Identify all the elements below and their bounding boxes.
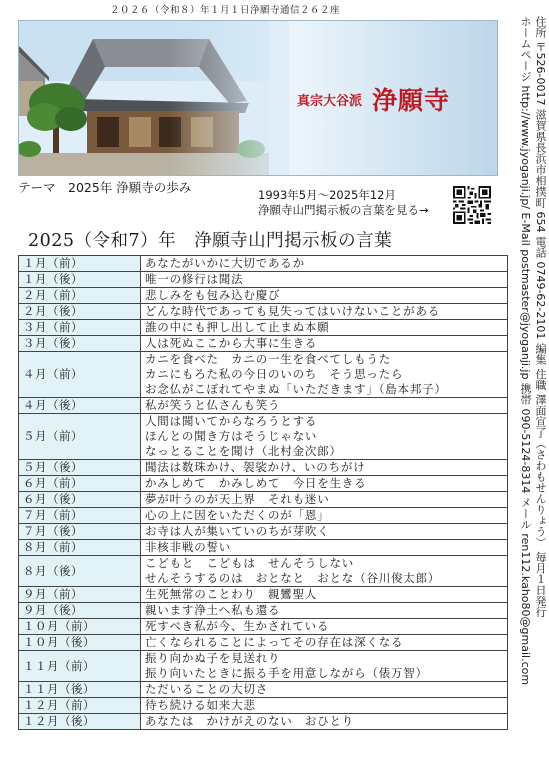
issue-frequency-text: 毎月１日発行 <box>534 551 547 618</box>
table-row <box>19 398 508 414</box>
theme-line: テーマ 2025年 浄願寺の歩み <box>18 180 192 195</box>
message-line: あなたは かけがえのない おひとり <box>145 714 355 728</box>
message-line: せんそうするのは おとなと おとな（谷川俊太郎） <box>145 571 441 585</box>
message-cell <box>141 635 508 651</box>
message-cell <box>141 398 508 414</box>
message-line: 人は死ぬここから大事に生きる <box>145 336 318 350</box>
month-cell: ９月（前） <box>19 587 141 603</box>
message-line: 私が笑うと仏さんも笑う <box>145 398 281 412</box>
phone-text: 電話 0749-62-2101 <box>534 235 547 340</box>
message-cell <box>141 651 508 682</box>
month-cell: ６月（前） <box>19 476 141 492</box>
table-row <box>19 603 508 619</box>
message-line: カニにもろた私の今日のいのち そう思ったら <box>145 367 404 381</box>
message-cell <box>141 524 508 540</box>
month-cell: ７月（前） <box>19 508 141 524</box>
message-cell <box>141 556 508 587</box>
table-row <box>19 460 508 476</box>
sect-name: 真宗大谷派 <box>297 93 363 109</box>
message-line: 誰の中にも押し出して止まぬ本願 <box>145 320 330 334</box>
month-cell: ４月（後） <box>19 398 141 414</box>
message-line: 聞法は数珠かけ、袈裟かけ、いのちがけ <box>145 460 366 474</box>
mail-link[interactable]: メール ren112.kaho80@gmail.com <box>519 496 532 686</box>
table-row <box>19 352 508 398</box>
message-cell <box>141 304 508 320</box>
table-row <box>19 288 508 304</box>
message-cell <box>141 587 508 603</box>
month-cell: ８月（前） <box>19 540 141 556</box>
message-line: 待ち続ける如来大悲 <box>145 698 256 712</box>
month-cell: ２月（後） <box>19 304 141 320</box>
sidebar-column-2 <box>518 16 533 774</box>
month-cell: １月（前） <box>19 256 141 272</box>
month-cell: ６月（後） <box>19 492 141 508</box>
table-row <box>19 619 508 635</box>
message-cell <box>141 714 508 730</box>
table-row <box>19 256 508 272</box>
message-cell <box>141 603 508 619</box>
table-row <box>19 508 508 524</box>
message-line: お念仏がこぼれてやまぬ「いただきます」（島本邦子） <box>145 382 447 396</box>
message-board-table <box>18 255 508 730</box>
message-line: 親います浄土へ私も還る <box>145 603 281 617</box>
month-cell: １０月（前） <box>19 619 141 635</box>
message-cell <box>141 320 508 336</box>
header-banner <box>18 20 498 176</box>
month-cell: １１月（後） <box>19 682 141 698</box>
qr-code-icon[interactable] <box>453 186 491 224</box>
message-line: 非核非戦の誓い <box>145 540 232 554</box>
message-line: カニを食べた カニの一生を食べてしもうた <box>145 352 391 366</box>
message-cell <box>141 460 508 476</box>
main-title: 2025（令和7）年 浄願寺山門掲示板の言葉 <box>28 231 393 251</box>
message-line: 振り向かぬ子を見送れり <box>145 651 281 665</box>
homepage-link[interactable]: ホームページ http://www.jyoganji.jp/ <box>519 16 532 210</box>
message-cell <box>141 288 508 304</box>
temple-name: 浄願寺 <box>372 86 451 115</box>
message-line: あなたがいかに大切であるか <box>145 256 305 270</box>
message-line: 死すべき私が今、生かされている <box>145 619 330 633</box>
table-row <box>19 556 508 587</box>
month-cell: ２月（前） <box>19 288 141 304</box>
archive-period: 1993年5月～2025年12月 <box>258 188 396 202</box>
message-cell <box>141 508 508 524</box>
message-cell <box>141 256 508 272</box>
month-cell: ５月（後） <box>19 460 141 476</box>
message-line: 夢が叶うのが天上界 それも迷い <box>145 492 330 506</box>
month-cell: １月（後） <box>19 272 141 288</box>
message-line: 唯一の修行は聞法 <box>145 272 244 286</box>
table-row <box>19 336 508 352</box>
month-cell: ７月（後） <box>19 524 141 540</box>
table-row <box>19 540 508 556</box>
month-cell: １２月（後） <box>19 714 141 730</box>
message-line: ただいることの大切さ <box>145 682 268 696</box>
month-cell: １０月（後） <box>19 635 141 651</box>
header-fade <box>169 21 289 175</box>
month-cell: １２月（前） <box>19 698 141 714</box>
mobile-text: 携帯 090-5124-8314 <box>519 382 532 494</box>
table-row <box>19 476 508 492</box>
month-cell: １１月（前） <box>19 651 141 682</box>
message-line: どんな時代であっても見失ってはいけないことがある <box>145 304 441 318</box>
table-row <box>19 272 508 288</box>
table-row <box>19 320 508 336</box>
archive-range <box>258 188 429 218</box>
message-cell <box>141 619 508 635</box>
message-line: 悲しみをも包み込む慶び <box>145 288 281 302</box>
table-row <box>19 587 508 603</box>
message-cell <box>141 272 508 288</box>
message-line: なっとることを聞け（北村金次郎） <box>145 444 342 458</box>
table-row <box>19 492 508 508</box>
table-row <box>19 524 508 540</box>
month-cell: ３月（前） <box>19 320 141 336</box>
message-cell <box>141 492 508 508</box>
message-line: 心の上に因をいただくのが「恩」 <box>145 508 330 522</box>
table-row <box>19 714 508 730</box>
message-cell <box>141 698 508 714</box>
message-line: 生死無常のことわり 親鸞聖人 <box>145 587 318 601</box>
address-text: 住所 〒526-0017 滋賀県長浜市相撲町 654 <box>534 16 547 233</box>
message-cell <box>141 682 508 698</box>
message-cell <box>141 476 508 492</box>
message-cell <box>141 414 508 460</box>
message-line: 人間は聞いてからなろうとする <box>145 414 318 428</box>
message-line: 振り向いたときに振る手を用意しながら（俵万智） <box>145 666 428 680</box>
message-line: こどもと こどもは せんそうしない <box>145 556 355 570</box>
temple-logo <box>297 79 493 119</box>
message-cell <box>141 540 508 556</box>
archive-caption[interactable]: 浄願寺山門掲示板の言葉を見る→ <box>258 203 429 217</box>
newsletter-issue-line: ２０２６（令和８）年１月１日浄願寺通信２６２座 <box>110 5 341 16</box>
table-row <box>19 414 508 460</box>
editor-text: 編集 住職 澤面宣了（さわもせんりょう） <box>534 342 547 548</box>
table-row <box>19 651 508 682</box>
message-cell <box>141 352 508 398</box>
table-row <box>19 635 508 651</box>
message-line: かみしめて かみしめて 今日を生きる <box>145 476 367 490</box>
month-cell: ４月（前） <box>19 352 141 398</box>
message-cell <box>141 336 508 352</box>
email-link[interactable]: E-Mail postmaster@jyoganji.jp <box>519 212 532 380</box>
message-line: お寺は人が集いていのちが芽吹く <box>145 524 330 538</box>
contact-sidebar <box>516 16 548 774</box>
table-row <box>19 698 508 714</box>
month-cell: ５月（前） <box>19 414 141 460</box>
message-line: ほんとの聞き方はそうじゃない <box>145 429 318 443</box>
month-cell: ９月（後） <box>19 603 141 619</box>
message-line: 亡くなられることによってその存在は深くなる <box>145 635 404 649</box>
month-cell: ８月（後） <box>19 556 141 587</box>
sidebar-column-1 <box>533 16 548 774</box>
table-row <box>19 304 508 320</box>
month-cell: ３月（後） <box>19 336 141 352</box>
table-row <box>19 682 508 698</box>
